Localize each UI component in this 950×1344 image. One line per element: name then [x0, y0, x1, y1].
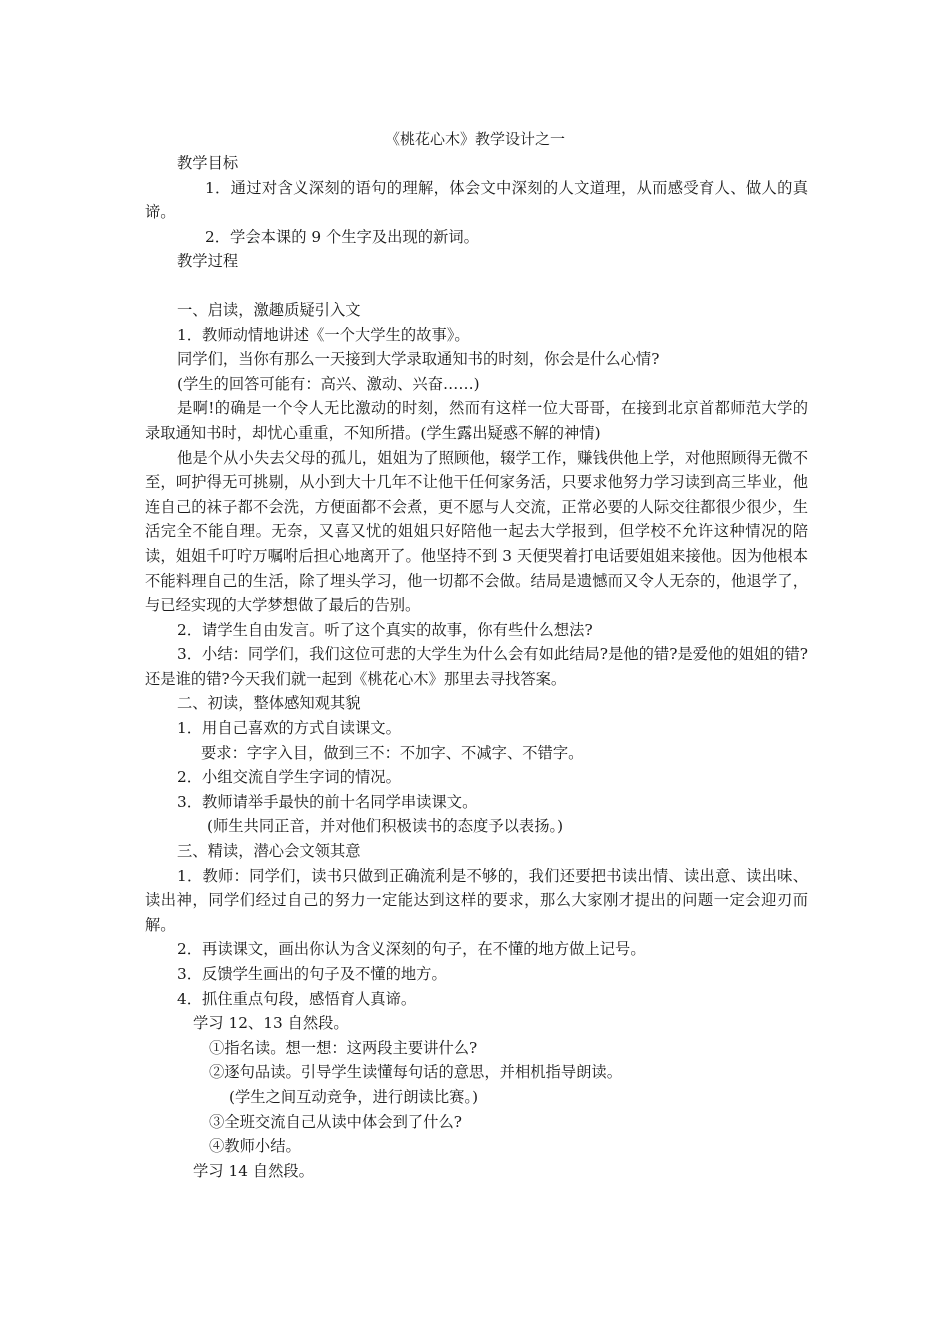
paragraph: ①指名读。想一想：这两段主要讲什么?: [209, 1038, 478, 1057]
paragraph: 要求：字字入目，做到三不：不加字、不减字、不错字。: [201, 743, 584, 762]
objective-item: 1．通过对含义深刻的语句的理解，体会文中深刻的人文道理，从而感受育人、做人的真谛。: [145, 178, 808, 222]
objectives-heading: 教学目标: [177, 154, 239, 172]
paragraph: 1．教师动情地讲述《一个大学生的故事》。: [177, 325, 470, 344]
paragraph: 1．用自己喜欢的方式自读课文。: [177, 719, 401, 738]
paragraph: 是啊!的确是一个令人无比激动的时刻，然而有这样一位大哥哥，在接到北京首都师范大学的录取通知书时，却忧心重重，不知所措。(学生露出疑惑不解的神情): [145, 399, 808, 442]
paragraph: ②逐句品读。引导学生读懂每句话的意思，并相机指导朗读。: [209, 1063, 623, 1082]
document-body: [145, 151, 808, 1183]
blank-line: [145, 274, 808, 298]
paragraph: 他是个从小失去父母的孤儿，姐姐为了照顾他，辍学工作，赚钱供他上学，对他照顾得无微不至，呵护得无可挑剔，从小到大十几年不让他干任何家务活，只要求他努力学习读到高三毕业，他连自己的袜子都不会洗，方便面都不会煮，更不愿与人交流，正常必要的人际交往都很少很少，生活完全不能自理。无奈，又喜又忧的姐姐只好陪他一起去大学报到，但学校不允许这种情况的陪读，姐姐千叮咛万嘱咐后担心地离开了。他坚持不到 3 天便哭着打电话要姐姐来接他。因为他根本不能料理自己的生活，除了埋头学习，他一切都不会做。结局是遗憾而又令人无奈的，他退学了，与已经实现的大学梦想做了最后的告别。: [145, 448, 808, 615]
objective-item: 2．学会本课的 9 个生字及出现的新词。: [205, 227, 479, 246]
paragraph: 3．教师请举手最快的前十名同学串读课文。: [177, 792, 478, 811]
paragraph: 同学们，当你有那么一天接到大学录取通知书的时刻，你会是什么心情?: [177, 350, 660, 369]
paragraph: 3．反馈学生画出的句子及不懂的地方。: [177, 965, 447, 983]
document-title: 《桃花心木》教学设计之一: [384, 130, 565, 148]
section-heading: 三、精读，潜心会文领其意: [177, 842, 361, 861]
paragraph: ④教师小结。: [209, 1137, 301, 1156]
paragraph: 4．抓住重点句段，感悟育人真谛。: [177, 989, 417, 1008]
paragraph: (学生的回答可能有：高兴、激动、兴奋……): [177, 374, 480, 393]
paragraph: 2．小组交流自学生字词的情况。: [177, 768, 401, 787]
paragraph: 学习 12、13 自然段。: [193, 1014, 349, 1033]
paragraph: 3．小结：同学们，我们这位可悲的大学生为什么会有如此结局?是他的错?是爱他的姐姐的错?还是谁的错?今天我们就一起到《桃花心木》那里去寻找答案。: [145, 645, 808, 688]
paragraph: 2．请学生自由发言。听了这个真实的故事，你有些什么想法?: [177, 620, 593, 639]
paragraph: 1．教师：同学们，读书只做到正确流利是不够的，我们还要把书读出情、读出意、读出味、读出神，同学们经过自己的努力一定能达到这样的要求，那么大家刚才提出的问题一定会迎刃而解。: [145, 866, 808, 934]
paragraph: ③全班交流自己从读中体会到了什么?: [209, 1112, 462, 1131]
process-heading: 教学过程: [177, 252, 239, 271]
paragraph: (师生共同正音，并对他们积极读书的态度予以表扬。): [207, 817, 564, 836]
paragraph: 学习 14 自然段。: [193, 1161, 314, 1180]
section-heading: 一、启读，激趣质疑引入文: [177, 300, 361, 319]
section-heading: 二、初读，整体感知观其貌: [177, 694, 361, 713]
paragraph: 2．再读课文，画出你认为含义深刻的句子，在不懂的地方做上记号。: [177, 940, 646, 959]
paragraph: (学生之间互动竞争，进行朗读比赛。): [229, 1087, 479, 1106]
